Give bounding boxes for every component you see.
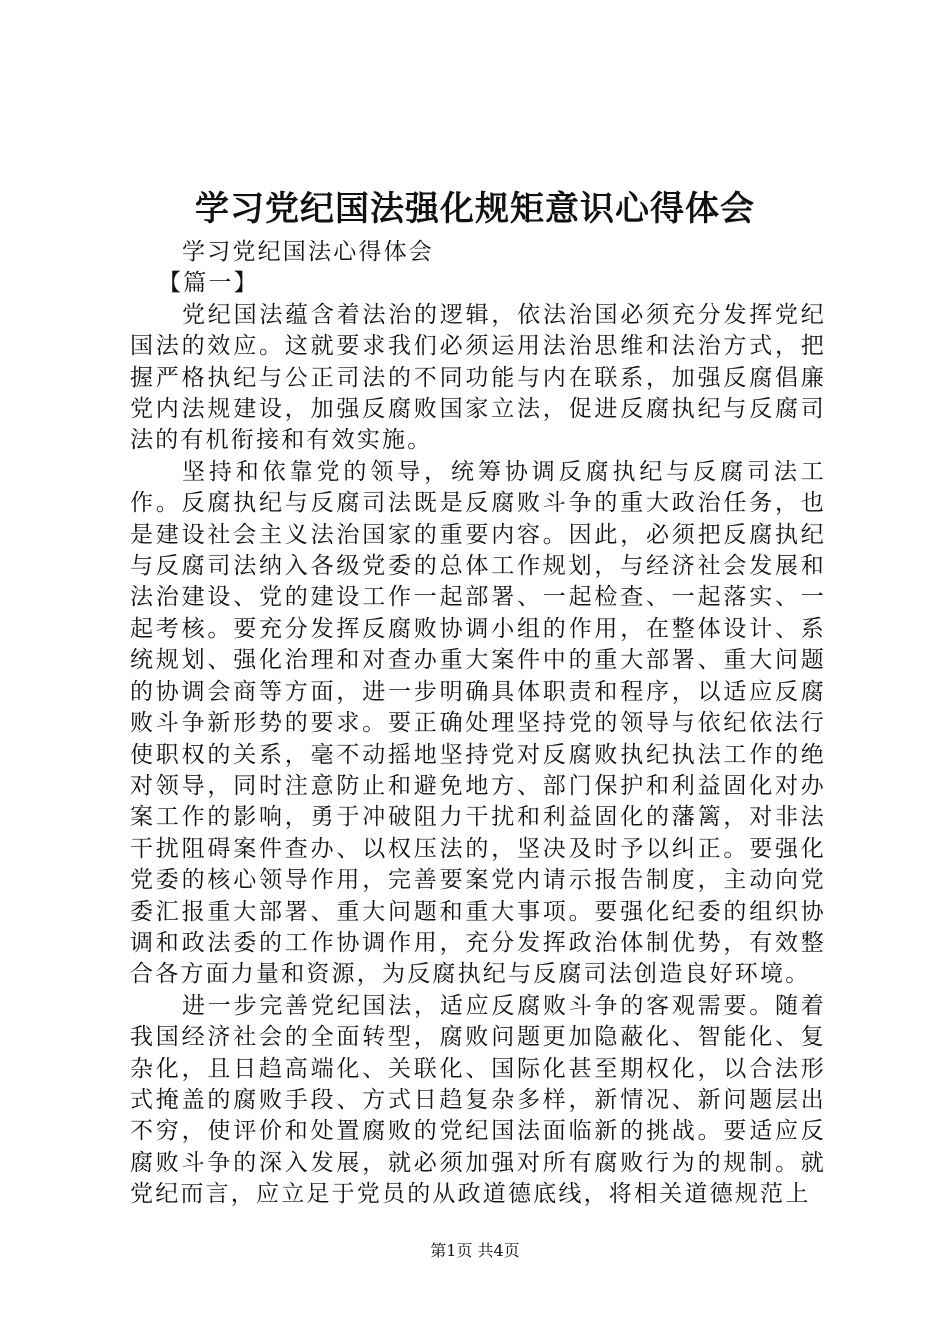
document-title: 学习党纪国法强化规矩意识心得体会	[195, 189, 755, 229]
paragraph: 坚持和依靠党的领导，统筹协调反腐执纪与反腐司法工作。反腐执纪与反腐司法既是反腐败斗争的重大政治任务，也是建设社会主义法治国家的重要内容。因此，必须把反腐执纪与反腐司法纳入各级党委的总体工作规划，与经济社会发展和法治建设、党的建设工作一起部署、一起检查、一起落实、一起考核。要充分发挥反腐败协调小组的作用，在整体设计、系统规划、强化治理和对查办重大案件中的重大部署、重大问题的协调会商等方面，进一步明确具体职责和程序，以适应反腐败斗争新形势的要求。要正确处理坚持党的领导与依纪依法行使职权的关系，毫不动摇地坚持党对反腐败执纪执法工作的绝对领导，同时注意防止和避免地方、部门保护和利益固化对办案工作的影响，勇于冲破阻力干扰和利益固化的藩篱，对非法干扰阻碍案件查办、以权压法的，坚决及时予以纠正。要强化党委的核心领导作用，完善要案党内请示报告制度，主动向党委汇报重大部署、重大问题和重大事项。要强化纪委的组织协调和政法委的工作协调作用，充分发挥政治体制优势，有效整合各方面力量和资源，为反腐执纪与反腐司法创造良好环境。	[130, 458, 826, 988]
paragraph: 党纪国法蕴含着法治的逻辑，依法治国必须充分发挥党纪国法的效应。这就要求我们必须运用法治思维和法治方式，把握严格执纪与公正司法的不同功能与内在联系，加强反腐倡廉党内法规建设，加强反腐败国家立法，促进反腐执纪与反腐司法的有机衔接和有效实施。	[130, 301, 826, 454]
document-body	[130, 237, 826, 1211]
paragraph: 进一步完善党纪国法，适应反腐败斗争的客观需要。随着我国经济社会的全面转型，腐败问题更加隐蔽化、智能化、复杂化，且日趋高端化、关联化、国际化甚至期权化，以合法形式掩盖的腐败手段、方式日趋复杂多样，新情况、新问题层出不穷，使评价和处置腐败的党纪国法面临新的挑战。要适应反腐败斗争的深入发展，就必须加强对所有腐败行为的规制。就党纪而言，应立足于党员的从政道德底线，将相关道德规范上	[130, 992, 826, 1208]
document-subtitle: 学习党纪国法心得体会	[182, 239, 434, 265]
section-label: 【篇一】	[158, 270, 259, 297]
page-footer: 第1页 共4页	[430, 1241, 520, 1260]
